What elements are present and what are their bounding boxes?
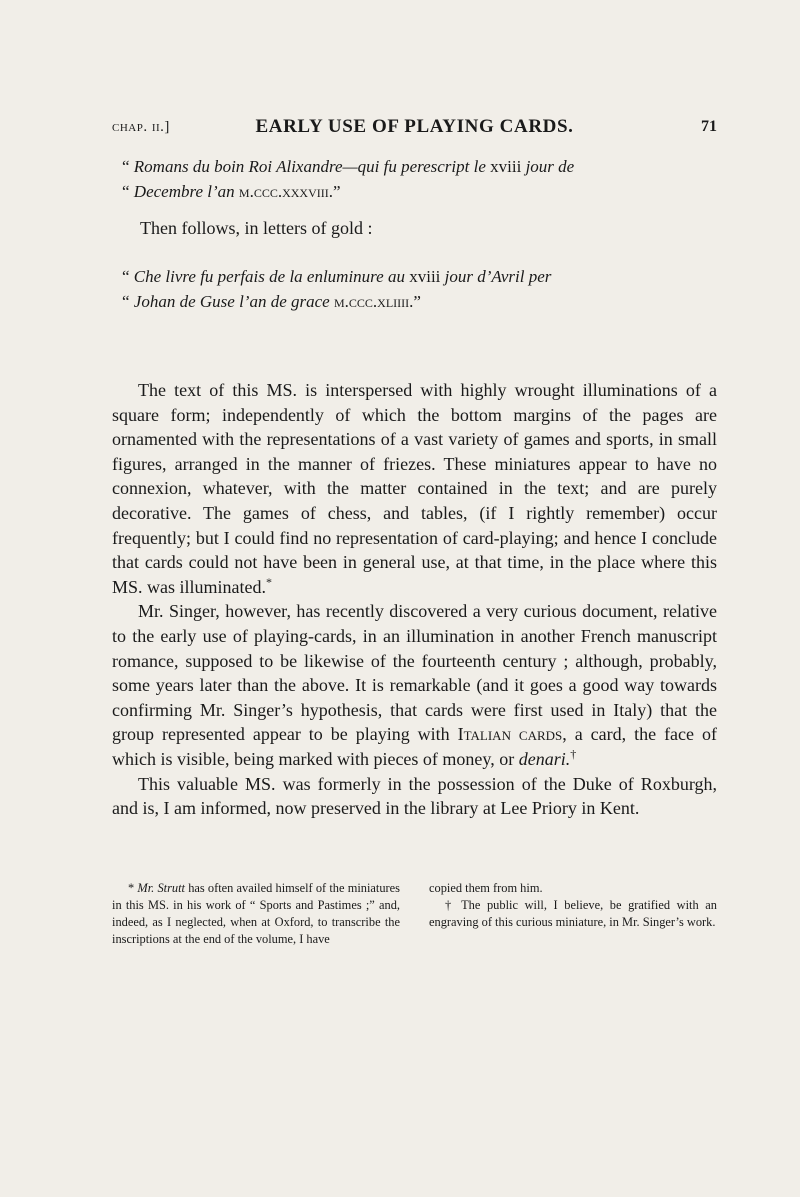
- footnote-column-right: [429, 880, 717, 931]
- quote-line: “ Romans du boin Roi Alixandre—qui fu perescript le xviii jour de: [122, 157, 575, 176]
- paragraph: This valuable MS. was formerly in the possession of the Duke of Roxburgh, and is, I am informed, now preserved in the library at Lee Priory in Kent.: [112, 773, 717, 819]
- page-title: EARLY USE OF PLAYING CARDS.: [255, 116, 574, 137]
- quote-line: “ Che livre fu perfais de la enluminure au xviii jour d’Avril per: [122, 267, 552, 286]
- footnote-column-left: [112, 880, 400, 948]
- quote-livre: [112, 264, 717, 314]
- paragraph: Mr. Singer, however, has recently discovered a very curious document, relative to the early use of playing-cards, in an illumination in another French manuscript romance, supposed to be likewise of the fourteenth century ; although, probably, some years later than the above. It is remarkable (and it goes a good way towards confirming Mr. Singer’s hypothesis, that cards were first used in Italy) that the group represented appear to be playing with Italian cards, a card, the face of which is visible, being marked with pieces of money, or denari.†: [112, 601, 717, 769]
- footnote: † The public will, I believe, be gratified with an engraving of this curious miniature, in Mr. Singer’s work.: [429, 898, 717, 929]
- intro-line: Then follows, in letters of gold :: [140, 218, 373, 238]
- footnote-continuation: copied them from him.: [429, 881, 543, 895]
- paragraph: The text of this MS. is interspersed with highly wrought illuminations of a square form; independently of which the bottom margins of the pages are ornamented with the representations of a vast variety of games and sports, in small figures, arranged in the manner of friezes. These miniatures appear to have no connexion, whatever, with the matter contained in the text; and are purely decorative. The games of chess, and tables, (if I rightly remember) occur frequently; but I could find no representation of card-playing; and hence I conclude that cards could not have been in general use, at that time, in the place where this MS. was illuminated.*: [112, 380, 717, 597]
- quote-line: “ Johan de Guse l’an de grace m.ccc.xliiii.”: [122, 292, 421, 311]
- footnote-mark: *: [266, 574, 272, 589]
- quote-romans: [112, 154, 717, 204]
- page-number: 71: [701, 118, 717, 135]
- quote-line: “ Decembre l’an m.ccc.xxxviii.”: [122, 182, 341, 201]
- footnote: * Mr. Strutt has often availed himself of the miniatures in this MS. in his work of “ Sports and Pastimes ;” and, indeed, as I neglected, when at Oxford, to transcribe the inscriptions at the end of the volume, I have: [112, 881, 400, 946]
- running-head: [112, 116, 717, 140]
- footnote-mark: †: [570, 746, 577, 761]
- body-text: [112, 378, 717, 821]
- chapter-label: chap. ii.]: [112, 119, 170, 135]
